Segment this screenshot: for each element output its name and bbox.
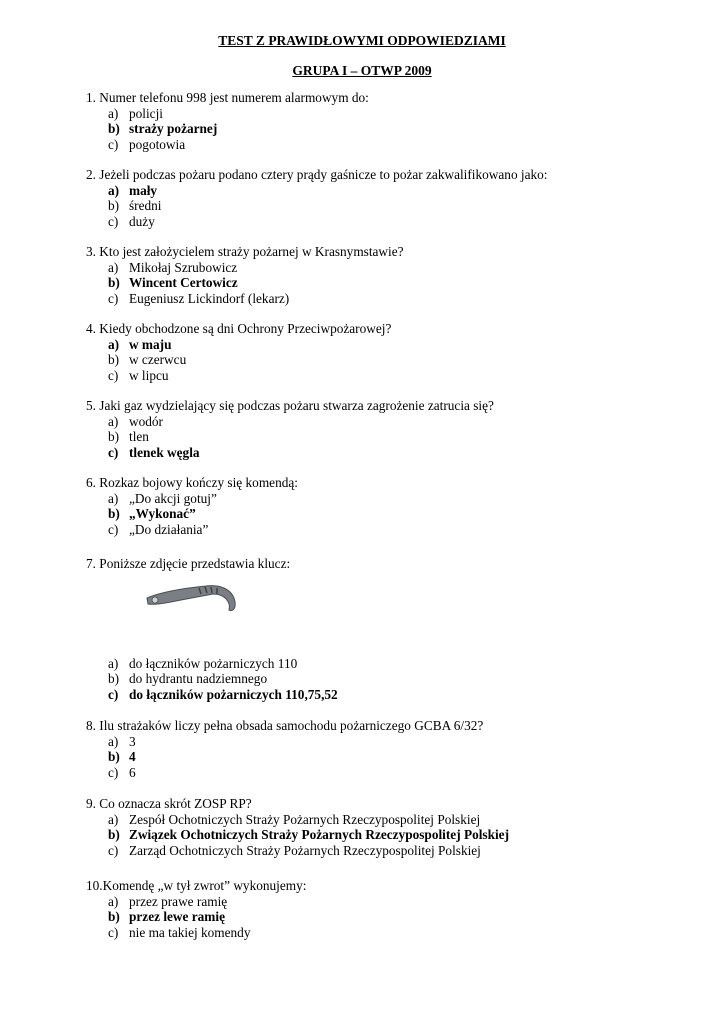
option-letter: c) (108, 924, 119, 940)
option-text: Zespół Ochotniczych Straży Pożarnych Rzeczypospolitej Polskiej (129, 812, 481, 827)
option-text: do łączników pożarniczych 110,75,52 (129, 686, 338, 702)
answer-option (86, 671, 686, 686)
option-letter: b) (108, 749, 120, 765)
option-letter: b) (108, 429, 120, 445)
answer-option (86, 656, 686, 671)
option-letter: b) (108, 198, 120, 214)
option-text: wodór (129, 414, 163, 429)
hydrant-key-icon (141, 580, 251, 620)
answer-option (86, 414, 686, 429)
option-text: 6 (129, 764, 136, 780)
answer-option (86, 352, 686, 367)
question-5 (86, 398, 686, 460)
question-8 (86, 718, 686, 780)
option-text: przez prawe ramię (129, 894, 228, 909)
option-text: Zarząd Ochotniczych Straży Pożarnych Rzeczypospolitej Polskiej (129, 842, 481, 858)
option-text: Związek Ochotniczych Straży Pożarnych Rzeczypospolitej Polskiej (129, 827, 510, 843)
answer-option (86, 909, 686, 924)
option-letter: c) (108, 686, 119, 702)
option-letter: c) (108, 367, 119, 383)
option-text: w lipcu (129, 367, 169, 383)
question-text: 3. Kto jest założycielem straży pożarnej w Krasnymstawie? (86, 244, 404, 259)
question-text: 4. Kiedy obchodzone są dni Ochrony Przeciwpożarowej? (86, 321, 392, 336)
option-letter: c) (108, 136, 119, 152)
option-text: „Do działania” (129, 521, 209, 537)
option-text: 3 (129, 734, 136, 749)
option-text: w maju (129, 337, 172, 352)
option-text: Eugeniusz Lickindorf (lekarz) (129, 290, 290, 306)
question-2 (86, 167, 686, 229)
answer-option (86, 337, 686, 352)
question-text: 1. Numer telefonu 998 jest numerem alarmowym do: (86, 90, 369, 105)
question-4 (86, 321, 686, 383)
option-text: do hydrantu nadziemnego (129, 671, 268, 687)
answer-option (86, 368, 686, 383)
option-letter: a) (108, 812, 119, 827)
option-letter: b) (108, 506, 120, 522)
hydrant-key-photo (141, 580, 686, 650)
option-letter: c) (108, 521, 119, 537)
answer-option (86, 260, 686, 275)
option-text: tlen (129, 429, 149, 445)
option-text: mały (129, 183, 158, 198)
option-letter: c) (108, 444, 119, 460)
question-3 (86, 244, 686, 306)
option-letter: a) (108, 894, 119, 909)
answer-option (86, 183, 686, 198)
answer-option (86, 765, 686, 780)
option-text: nie ma takiej komendy (129, 924, 251, 940)
option-letter: b) (108, 671, 120, 687)
answer-option (86, 445, 686, 460)
answer-option (86, 429, 686, 444)
question-text: 2. Jeżeli podczas pożaru podano cztery prądy gaśnicze to pożar zakwalifikowano jako: (86, 167, 548, 182)
option-text: pogotowia (129, 136, 186, 152)
option-text: policji (129, 106, 163, 121)
option-letter: c) (108, 764, 119, 780)
option-letter: a) (108, 183, 120, 198)
answer-option (86, 214, 686, 229)
question-text: 5. Jaki gaz wydzielający się podczas pożaru stwarza zagrożenie zatrucia się? (86, 398, 494, 413)
answer-option (86, 925, 686, 940)
option-letter: a) (108, 491, 119, 506)
option-letter: c) (108, 842, 119, 858)
question-7 (86, 556, 686, 702)
question-text: 7. Poniższe zdjęcie przedstawia klucz: (86, 556, 291, 571)
question-6 (86, 475, 686, 537)
document-title: TEST Z PRAWIDŁOWYMI ODPOWIEDZIAMI (218, 33, 506, 48)
option-text: w czerwcu (129, 352, 187, 368)
answer-option (86, 812, 686, 827)
option-text: straży pożarnej (129, 121, 218, 137)
answer-option (86, 198, 686, 213)
question-text: 9. Co oznacza skrót ZOSP RP? (86, 796, 252, 811)
option-letter: b) (108, 121, 120, 137)
option-letter: a) (108, 656, 119, 671)
answer-option (86, 843, 686, 858)
question-10 (86, 878, 686, 940)
option-letter: a) (108, 337, 120, 352)
question-1 (86, 90, 686, 152)
option-text: przez lewe ramię (129, 909, 225, 925)
option-text: 4 (129, 749, 136, 765)
option-text: duży (129, 213, 155, 229)
option-text: tlenek węgla (129, 444, 200, 460)
answer-option (86, 827, 686, 842)
option-letter: a) (108, 106, 119, 121)
answer-option (86, 506, 686, 521)
answer-option (86, 121, 686, 136)
option-text: do łączników pożarniczych 110 (129, 656, 298, 671)
option-letter: a) (108, 734, 119, 749)
option-text: średni (129, 198, 162, 214)
option-letter: b) (108, 909, 120, 925)
question-text: 10.Komendę „w tył zwrot” wykonujemy: (86, 878, 307, 893)
question-text: 6. Rozkaz bojowy kończy się komendą: (86, 475, 298, 490)
answer-option (86, 275, 686, 290)
option-letter: b) (108, 827, 120, 843)
answer-option (86, 137, 686, 152)
answer-option (86, 522, 686, 537)
option-letter: a) (108, 260, 119, 275)
option-letter: a) (108, 414, 119, 429)
option-text: Mikołaj Szrubowicz (129, 260, 238, 275)
answer-option (86, 749, 686, 764)
question-text: 8. Ilu strażaków liczy pełna obsada samochodu pożarniczego GCBA 6/32? (86, 718, 484, 733)
option-letter: c) (108, 213, 119, 229)
answer-option (86, 491, 686, 506)
answer-option (86, 687, 686, 702)
answer-option (86, 734, 686, 749)
option-letter: b) (108, 275, 120, 291)
option-letter: c) (108, 290, 119, 306)
document-subtitle: GRUPA I – OTWP 2009 (292, 63, 432, 78)
answer-option (86, 291, 686, 306)
option-text: Wincent Certowicz (129, 275, 238, 291)
option-text: „Do akcji gotuj” (129, 491, 217, 506)
question-9 (86, 796, 686, 858)
option-letter: b) (108, 352, 120, 368)
option-text: „Wykonać” (129, 506, 196, 522)
answer-option (86, 106, 686, 121)
answer-option (86, 894, 686, 909)
